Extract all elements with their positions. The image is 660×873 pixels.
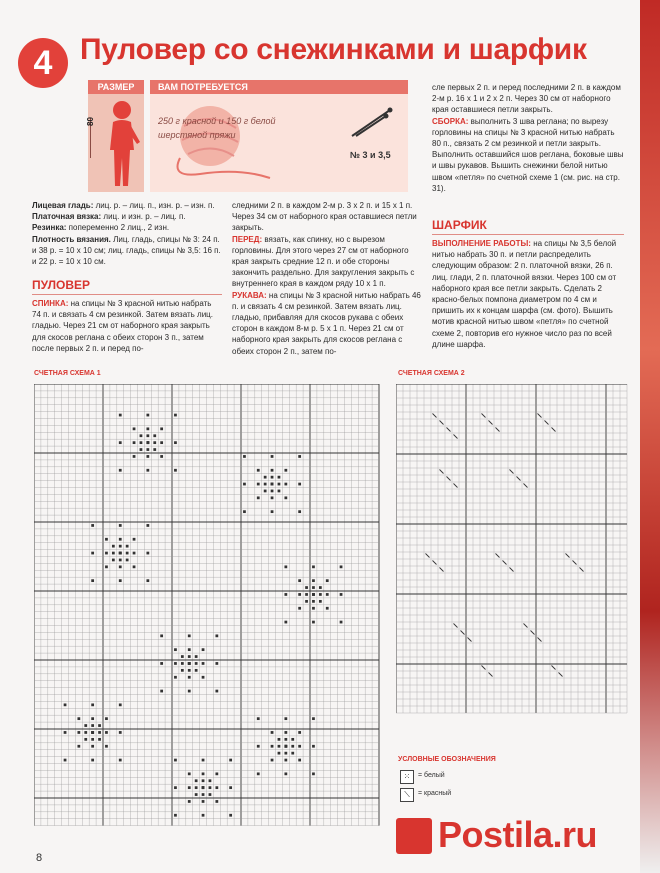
stitch-mark bbox=[284, 752, 287, 755]
stitch-mark bbox=[202, 662, 205, 665]
stitch-mark bbox=[91, 579, 94, 582]
stitch-mark bbox=[291, 745, 294, 748]
stitch-mark bbox=[174, 441, 177, 444]
stitch-mark bbox=[174, 786, 177, 789]
stitch-mark bbox=[319, 586, 322, 589]
stitch-mark bbox=[264, 483, 267, 486]
stitch-mark bbox=[174, 759, 177, 762]
stitch-mark bbox=[312, 586, 315, 589]
stitch-mark bbox=[326, 579, 329, 582]
knitting-needles-icon bbox=[346, 104, 396, 140]
stitch-mark bbox=[319, 593, 322, 596]
stitch-mark bbox=[105, 565, 108, 568]
stitch-mark bbox=[119, 559, 122, 562]
stitch-mark bbox=[64, 703, 67, 706]
right-column-text bbox=[432, 82, 624, 194]
stitch-mark bbox=[188, 648, 191, 651]
stitch-mark bbox=[174, 814, 177, 817]
stitch-mark bbox=[496, 428, 500, 432]
stitch-mark bbox=[133, 427, 136, 430]
stitch-mark bbox=[298, 455, 301, 458]
stitch-mark bbox=[112, 545, 115, 548]
stitch-mark bbox=[146, 524, 149, 527]
stitch-mark bbox=[271, 745, 274, 748]
pullover-section-title: ПУЛОВЕР bbox=[32, 278, 91, 292]
scarf-instructions: ВЫПОЛНЕНИЕ РАБОТЫ: на спицы № 3,5 белой нитью набрать 30 п. и петли распределить следующим образом: 2 п. платочной вязки, 26 п. лиц. глади, 2 п. платочной вязки. Через 100 см от наборного края все петли закрыть. Сделать 2 красно-белых помпона диаметром по 4 см и пришить их к концам шарфа (см. фото). Вышить мотив красной нитью швом «петля» по счетной схеме 2, повторив его нужное число раз по всей длине шарфа. bbox=[432, 239, 617, 349]
stitch-mark bbox=[77, 731, 80, 734]
stitch-mark bbox=[202, 676, 205, 679]
stitch-mark bbox=[257, 469, 260, 472]
stitch-mark bbox=[202, 793, 205, 796]
stitch-mark bbox=[257, 483, 260, 486]
stitch-mark bbox=[119, 524, 122, 527]
stitch-mark bbox=[326, 593, 329, 596]
stitch-mark bbox=[119, 545, 122, 548]
stitch-mark bbox=[91, 524, 94, 527]
definition-stockinette: Лицевая гладь: лиц. р. – лиц. п., изн. р. – изн. п. bbox=[32, 201, 215, 210]
stitch-mark bbox=[195, 786, 198, 789]
stitch-mark bbox=[91, 731, 94, 734]
stitch-mark bbox=[284, 621, 287, 624]
back-continuation: следними 2 п. в каждом 2-м р. 3 х 2 п. и 15 х 1 п. Через 34 см от наборного края оставшиеся петли закрыть. bbox=[232, 201, 417, 233]
stitch-mark bbox=[188, 800, 191, 803]
stitch-mark bbox=[181, 655, 184, 658]
red-swatch-symbol: ⟍ bbox=[404, 790, 410, 799]
stitch-mark bbox=[126, 545, 129, 548]
stitch-mark bbox=[195, 655, 198, 658]
stitch-mark bbox=[284, 738, 287, 741]
stitch-mark bbox=[215, 772, 218, 775]
section-divider bbox=[432, 234, 624, 235]
stitch-mark bbox=[454, 484, 458, 488]
definition-rib: Резинка: попеременно 2 лиц., 2 изн. bbox=[32, 223, 170, 233]
stitch-mark bbox=[174, 414, 177, 417]
red-swatch bbox=[400, 788, 414, 802]
chart1-label: СЧЕТНАЯ СХЕМА 1 bbox=[34, 370, 101, 377]
stitch-mark bbox=[264, 490, 267, 493]
stitch-mark bbox=[298, 607, 301, 610]
stitch-mark bbox=[298, 745, 301, 748]
stitch-mark bbox=[202, 800, 205, 803]
stitch-mark bbox=[146, 427, 149, 430]
chart2-label: СЧЕТНАЯ СХЕМА 2 bbox=[398, 370, 465, 377]
stitch-mark bbox=[440, 421, 444, 425]
stitch-mark bbox=[559, 673, 563, 677]
stitch-mark bbox=[77, 745, 80, 748]
assembly-instructions: СБОРКА: выполнить 3 шва реглана; по вырезу горловины на спицы № 3 красной нитью набрать 80 п., связать 2 см резинкой и петли закрыть. Выполнить оставшийся шов реглана, боковые швы и швы рукавов. Вышить снежинки белой нитью швом «петля» по счетной схеме 1 (см. рис. на стр. 31). bbox=[432, 116, 624, 193]
stitch-mark bbox=[284, 745, 287, 748]
page-number: 8 bbox=[36, 852, 43, 864]
stitch-mark bbox=[284, 731, 287, 734]
stitch-mark bbox=[298, 510, 301, 513]
stitch-mark bbox=[278, 490, 281, 493]
stitch-mark bbox=[119, 703, 122, 706]
stitch-mark bbox=[105, 745, 108, 748]
stitch-mark bbox=[284, 469, 287, 472]
stitch-mark bbox=[510, 568, 514, 572]
stitch-mark bbox=[454, 624, 458, 628]
stitch-mark bbox=[84, 738, 87, 741]
stitch-mark bbox=[517, 477, 521, 481]
stitch-mark bbox=[482, 414, 486, 418]
needle-sizes: № 3 и 3,5 bbox=[350, 150, 391, 160]
stitch-mark bbox=[312, 621, 315, 624]
stitch-mark bbox=[298, 759, 301, 762]
stitch-mark bbox=[545, 421, 549, 425]
stitch-mark bbox=[105, 552, 108, 555]
stitch-mark bbox=[278, 483, 281, 486]
stitch-mark bbox=[146, 579, 149, 582]
stitch-mark bbox=[153, 441, 156, 444]
stitch-mark bbox=[229, 786, 232, 789]
stitch-mark bbox=[209, 786, 212, 789]
stitch-mark bbox=[489, 421, 493, 425]
stitch-mark bbox=[188, 655, 191, 658]
stitch-mark bbox=[202, 648, 205, 651]
stitch-mark bbox=[140, 434, 143, 437]
stitch-mark bbox=[126, 552, 129, 555]
stitch-mark bbox=[531, 631, 535, 635]
page-title: Пуловер со снежинками и шарфик bbox=[80, 33, 587, 66]
stitch-mark bbox=[215, 634, 218, 637]
stitch-mark bbox=[284, 483, 287, 486]
stitch-mark bbox=[496, 554, 500, 558]
stitch-mark bbox=[98, 738, 101, 741]
stitch-mark bbox=[174, 648, 177, 651]
stitch-mark bbox=[119, 565, 122, 568]
stitch-mark bbox=[133, 552, 136, 555]
stitch-mark bbox=[215, 800, 218, 803]
stitch-mark bbox=[243, 510, 246, 513]
stitch-mark bbox=[271, 455, 274, 458]
stitch-mark bbox=[195, 779, 198, 782]
stitch-mark bbox=[271, 490, 274, 493]
stitch-mark bbox=[278, 745, 281, 748]
yarn-ball-icon bbox=[160, 96, 280, 192]
stitch-definitions bbox=[32, 200, 222, 267]
stitch-mark bbox=[305, 586, 308, 589]
stitch-mark bbox=[119, 579, 122, 582]
stitch-mark bbox=[298, 579, 301, 582]
size-value: 80 bbox=[86, 117, 95, 126]
stitch-mark bbox=[271, 483, 274, 486]
stitch-mark bbox=[160, 427, 163, 430]
stitch-mark bbox=[202, 814, 205, 817]
stitch-mark bbox=[202, 772, 205, 775]
stitch-mark bbox=[202, 779, 205, 782]
stitch-mark bbox=[64, 731, 67, 734]
stitch-mark bbox=[202, 786, 205, 789]
stitch-mark bbox=[340, 565, 343, 568]
stitch-mark bbox=[133, 455, 136, 458]
stitch-mark bbox=[209, 793, 212, 796]
counting-chart-1 bbox=[34, 384, 384, 830]
stitch-mark bbox=[271, 469, 274, 472]
stitch-mark bbox=[312, 600, 315, 603]
counting-chart-2 bbox=[396, 384, 628, 714]
stitch-mark bbox=[257, 745, 260, 748]
stitch-mark bbox=[433, 414, 437, 418]
stitch-mark bbox=[340, 593, 343, 596]
size-panel-heading: РАЗМЕР bbox=[88, 80, 144, 94]
stitch-mark bbox=[188, 676, 191, 679]
stitch-mark bbox=[440, 568, 444, 572]
stitch-mark bbox=[284, 593, 287, 596]
stitch-mark bbox=[284, 717, 287, 720]
stitch-mark bbox=[174, 469, 177, 472]
stitch-mark bbox=[215, 690, 218, 693]
stitch-mark bbox=[229, 759, 232, 762]
stitch-mark bbox=[305, 600, 308, 603]
stitch-mark bbox=[271, 510, 274, 513]
stitch-mark bbox=[243, 483, 246, 486]
stitch-mark bbox=[229, 814, 232, 817]
stitch-mark bbox=[119, 414, 122, 417]
stitch-mark bbox=[312, 565, 315, 568]
stitch-mark bbox=[153, 434, 156, 437]
stitch-mark bbox=[146, 414, 149, 417]
stitch-mark bbox=[146, 448, 149, 451]
stitch-mark bbox=[291, 752, 294, 755]
stitch-mark bbox=[440, 470, 444, 474]
definition-gauge: Плотность вязания. Лиц. гладь, спицы № 3: 24 п. и 38 р. = 10 х 10 см; лиц. гладь, спицы № 3,5: 16 п. и 22 р. = 10 х 10 см. bbox=[32, 234, 221, 267]
stitch-mark bbox=[447, 428, 451, 432]
stitch-mark bbox=[188, 634, 191, 637]
front-instructions: ПЕРЕД: вязать, как спинку, но с вырезом горловины. Для этого через 27 см от наборного края закрыть средние 12 п. и обе стороны закончить раздельно. Для закругления закрыть с внутреннего края в каждом ряду 10 х 1 п. bbox=[232, 234, 415, 289]
stitch-mark bbox=[278, 476, 281, 479]
stitch-mark bbox=[524, 484, 528, 488]
stitch-mark bbox=[98, 724, 101, 727]
stitch-mark bbox=[188, 662, 191, 665]
stitch-mark bbox=[146, 455, 149, 458]
stitch-mark bbox=[133, 565, 136, 568]
stitch-mark bbox=[482, 666, 486, 670]
materials-heading: ВАМ ПОТРЕБУЕТСЯ bbox=[150, 80, 408, 94]
stitch-mark bbox=[215, 786, 218, 789]
stitch-mark bbox=[454, 435, 458, 439]
section-divider bbox=[32, 294, 222, 295]
legend-red: = красный bbox=[418, 790, 452, 797]
stitch-mark bbox=[271, 731, 274, 734]
stitch-mark bbox=[91, 745, 94, 748]
stitch-mark bbox=[284, 759, 287, 762]
stitch-mark bbox=[181, 662, 184, 665]
stitch-mark bbox=[126, 559, 129, 562]
stitch-mark bbox=[195, 669, 198, 672]
stitch-mark bbox=[160, 455, 163, 458]
stitch-mark bbox=[552, 428, 556, 432]
stitch-mark bbox=[64, 759, 67, 762]
white-swatch-symbol: ⁙ bbox=[403, 772, 411, 781]
stitch-mark bbox=[174, 676, 177, 679]
stitch-mark bbox=[573, 561, 577, 565]
stitch-mark bbox=[91, 759, 94, 762]
stitch-mark bbox=[298, 731, 301, 734]
sleeve-continuation: сле первых 2 п. и перед последними 2 п. в каждом 2-м р. 16 х 1 и 2 х 2 п. Через 30 см от наборного края оставшиеся петли закрыть. bbox=[432, 83, 621, 115]
stitch-mark bbox=[312, 579, 315, 582]
stitch-mark bbox=[340, 621, 343, 624]
stitch-mark bbox=[91, 738, 94, 741]
stitch-mark bbox=[91, 552, 94, 555]
stitch-mark bbox=[105, 538, 108, 541]
stitch-mark bbox=[510, 470, 514, 474]
stitch-mark bbox=[91, 717, 94, 720]
stitch-mark bbox=[489, 673, 493, 677]
stitch-mark bbox=[284, 496, 287, 499]
stitch-mark bbox=[257, 772, 260, 775]
stitch-mark bbox=[319, 600, 322, 603]
stitch-mark bbox=[271, 759, 274, 762]
stitch-mark bbox=[181, 669, 184, 672]
stitch-mark bbox=[433, 561, 437, 565]
stitch-mark bbox=[284, 772, 287, 775]
stitch-mark bbox=[91, 724, 94, 727]
stitch-mark bbox=[524, 624, 528, 628]
stitch-mark bbox=[119, 538, 122, 541]
watermark: Postila.ru bbox=[438, 814, 598, 855]
stitch-mark bbox=[305, 593, 308, 596]
watermark-logo bbox=[396, 818, 432, 854]
stitch-mark bbox=[174, 662, 177, 665]
stitch-mark bbox=[153, 448, 156, 451]
stitch-mark bbox=[91, 703, 94, 706]
stitch-mark bbox=[298, 593, 301, 596]
stitch-mark bbox=[133, 538, 136, 541]
stitch-mark bbox=[538, 414, 542, 418]
stitch-mark bbox=[160, 634, 163, 637]
stitch-mark bbox=[447, 477, 451, 481]
stitch-mark bbox=[105, 717, 108, 720]
legend-title: УСЛОВНЫЕ ОБОЗНАЧЕНИЯ bbox=[398, 756, 496, 763]
stitch-mark bbox=[271, 496, 274, 499]
stitch-mark bbox=[264, 476, 267, 479]
stitch-mark bbox=[284, 565, 287, 568]
stitch-mark bbox=[119, 469, 122, 472]
stitch-mark bbox=[188, 772, 191, 775]
stitch-mark bbox=[133, 441, 136, 444]
stitch-mark bbox=[202, 759, 205, 762]
stitch-mark bbox=[119, 441, 122, 444]
stitch-mark bbox=[98, 731, 101, 734]
definition-garter: Платочная вязка: лиц. и изн. р. – лиц. п. bbox=[32, 212, 186, 222]
stitch-mark bbox=[298, 483, 301, 486]
stitch-mark bbox=[312, 772, 315, 775]
stitch-mark bbox=[291, 738, 294, 741]
stitch-mark bbox=[160, 662, 163, 665]
stitch-mark bbox=[257, 496, 260, 499]
back-instructions: СПИНКА: на спицы № 3 красной нитью набрать 74 п. и связать 4 см резинкой. Затем вязать лиц. гладью. Через 21 см от наборного края закрыть для скосов реглана с обеих сторон 3 п., затем после первых 2 п. и перед по- bbox=[32, 299, 213, 353]
stitch-mark bbox=[195, 793, 198, 796]
stitch-mark bbox=[112, 559, 115, 562]
middle-column-text bbox=[232, 200, 422, 357]
stitch-mark bbox=[580, 568, 584, 572]
page-edge-decoration bbox=[640, 0, 660, 873]
stitch-mark bbox=[566, 554, 570, 558]
stitch-mark bbox=[426, 554, 430, 558]
stitch-mark bbox=[140, 441, 143, 444]
stitch-mark bbox=[146, 552, 149, 555]
stitch-mark bbox=[312, 593, 315, 596]
stitch-mark bbox=[188, 669, 191, 672]
stitch-mark bbox=[188, 690, 191, 693]
stitch-mark bbox=[503, 561, 507, 565]
stitch-mark bbox=[257, 717, 260, 720]
stitch-mark bbox=[160, 441, 163, 444]
stitch-mark bbox=[119, 731, 122, 734]
project-number-badge bbox=[18, 38, 68, 88]
stitch-mark bbox=[119, 552, 122, 555]
stitch-mark bbox=[271, 476, 274, 479]
stitch-mark bbox=[312, 717, 315, 720]
stitch-mark bbox=[278, 752, 281, 755]
stitch-mark bbox=[160, 690, 163, 693]
stitch-mark bbox=[538, 638, 542, 642]
stitch-mark bbox=[195, 662, 198, 665]
stitch-mark bbox=[552, 666, 556, 670]
stitch-mark bbox=[243, 455, 246, 458]
sleeve-instructions: РУКАВА: на спицы № 3 красной нитью набрать 46 п. и связать 4 см резинкой. Затем вязать лиц. гладью, прибавляя для скосов рукава с обеих сторон в каждом 8-м р. 5 х 1 п. Через 21 см от наборного края закрыть для скосов реглана с обеих сторон 2 п., затем по- bbox=[232, 290, 421, 356]
stitch-mark bbox=[468, 638, 472, 642]
scarf-section-title: ШАРФИК bbox=[432, 218, 487, 232]
legend-white: = белый bbox=[418, 772, 445, 779]
stitch-mark bbox=[84, 724, 87, 727]
yarn-requirement: 250 г красной и 150 г белой шерстяной пряжи bbox=[158, 116, 276, 140]
stitch-mark bbox=[326, 607, 329, 610]
project-number: 4 bbox=[33, 43, 53, 82]
white-swatch bbox=[400, 770, 414, 784]
stitch-mark bbox=[77, 717, 80, 720]
stitch-mark bbox=[119, 759, 122, 762]
stitch-mark bbox=[146, 441, 149, 444]
stitch-mark bbox=[209, 779, 212, 782]
stitch-mark bbox=[312, 745, 315, 748]
stitch-mark bbox=[84, 731, 87, 734]
stitch-mark bbox=[278, 738, 281, 741]
stitch-mark bbox=[188, 786, 191, 789]
stitch-mark bbox=[140, 448, 143, 451]
stitch-mark bbox=[215, 662, 218, 665]
stitch-mark bbox=[312, 607, 315, 610]
stitch-mark bbox=[105, 731, 108, 734]
stitch-mark bbox=[146, 434, 149, 437]
stitch-mark bbox=[461, 631, 465, 635]
stitch-mark bbox=[146, 469, 149, 472]
stitch-mark bbox=[112, 552, 115, 555]
